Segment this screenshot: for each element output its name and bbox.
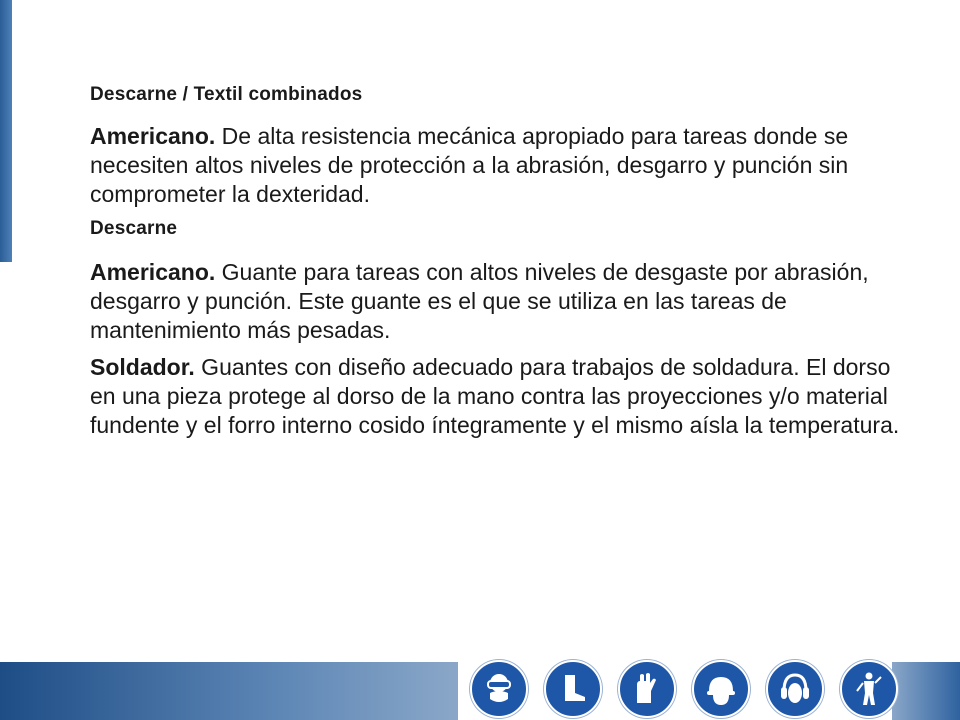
ear-protection-icon [766,660,824,718]
description: Guantes con diseño adecuado para trabajos de soldadura. El dorso en una pieza protege al dorso de la mano contra las proyecciones y/o material fundente y el forro interno cosido íntegramente y el mismo aísla la temperatura. [90,354,900,438]
safety-boots-icon [544,660,602,718]
footer-bar [0,662,458,720]
ppe-icons-row [470,662,898,716]
term-americano: Americano. [90,259,216,285]
description: De alta resistencia mecánica apropiado para tareas donde se necesiten altos niveles de protección a la abrasión, desgarro y punción sin comprometer la dexteridad. [90,123,849,207]
left-accent-stripe [0,0,12,262]
safety-goggles-icon [470,660,528,718]
term-soldador: Soldador. [90,354,195,380]
helmet-icon [692,660,750,718]
paragraph-americano-descarne [90,258,910,345]
harness-icon [840,660,898,718]
footer-bar-right [892,662,960,720]
paragraph-americano-combined [90,122,910,209]
section-heading-descarne: Descarne [90,218,178,239]
section-heading-combined: Descarne / Textil combinados [90,84,363,105]
term-americano: Americano. [90,123,216,149]
description: Guante para tareas con altos niveles de desgaste por abrasión, desgarro y punción. Este guante es el que se utiliza en las tareas de mantenimiento más pesadas. [90,259,869,343]
paragraph-soldador [90,353,910,440]
gloves-icon [618,660,676,718]
